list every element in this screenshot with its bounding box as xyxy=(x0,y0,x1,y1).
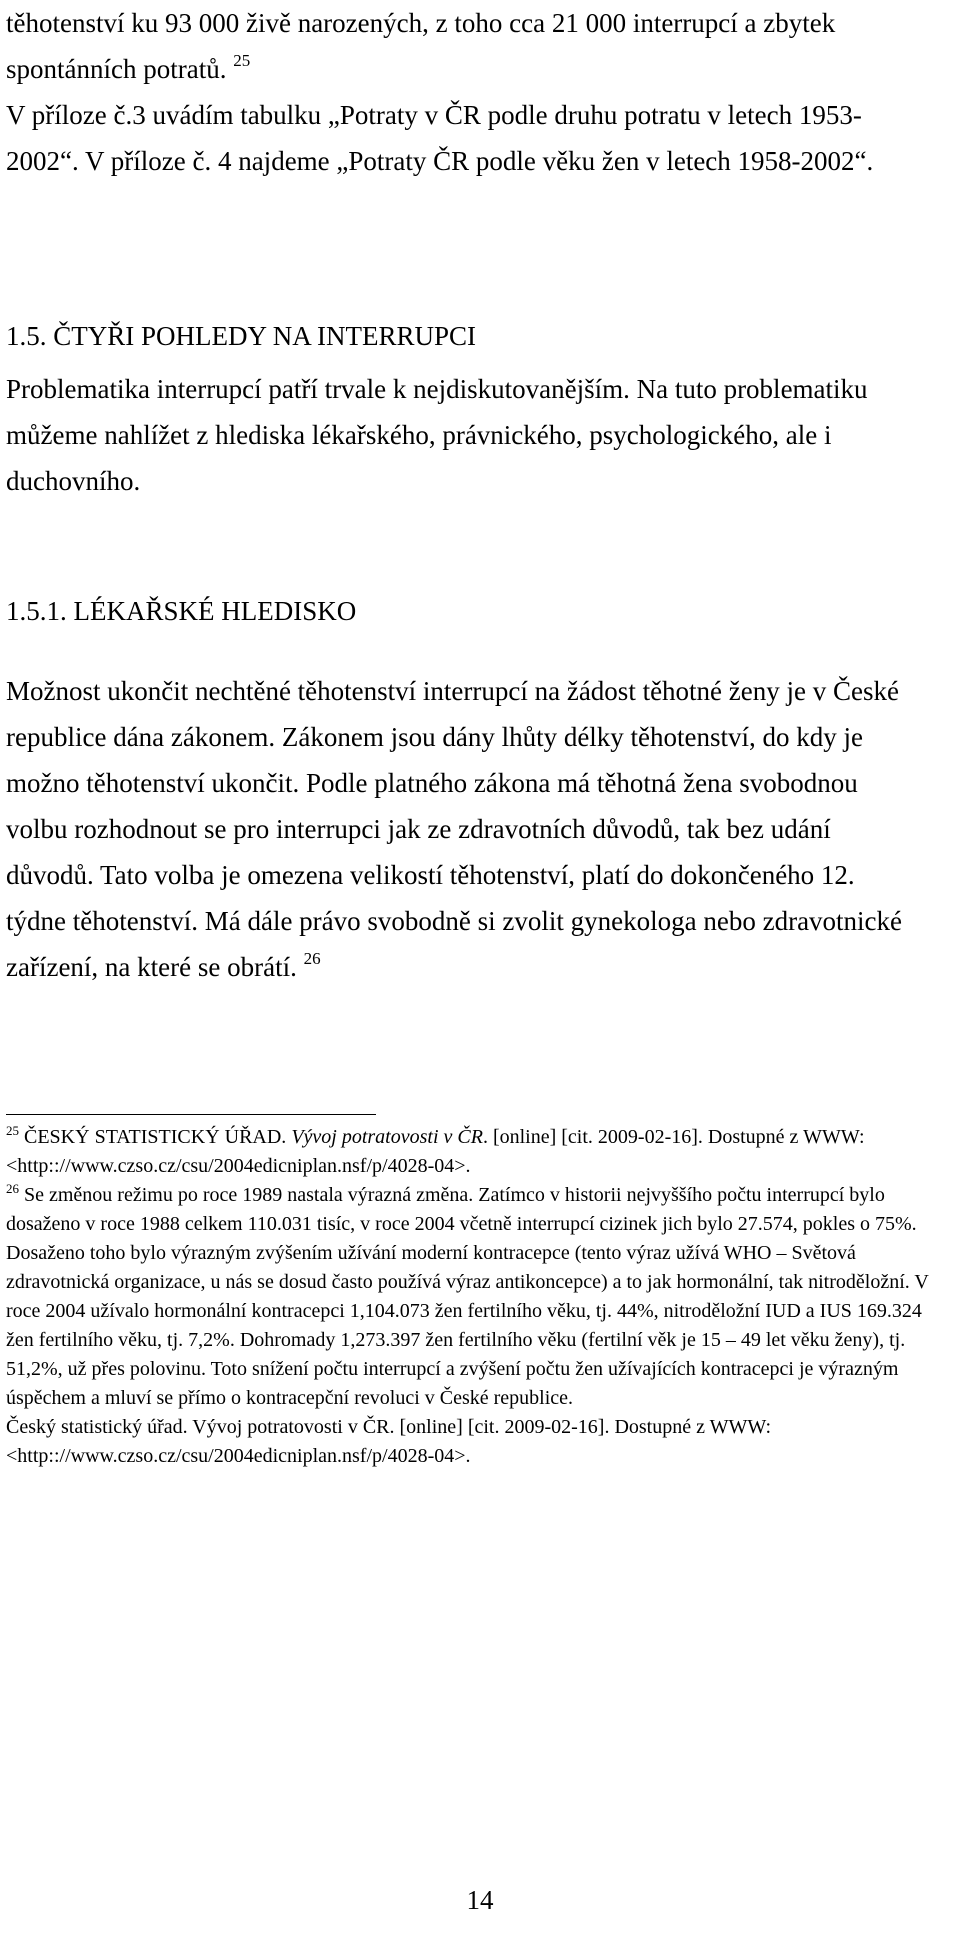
footnote-26-number: 26 xyxy=(6,1181,19,1196)
footnote-ref-25[interactable]: 25 xyxy=(233,51,251,70)
intro-text: těhotenství ku 93 000 živě narozených, z toho cca 21 000 interrupcí a zbytek spontánních potratů. xyxy=(6,8,836,84)
footnote-separator xyxy=(6,1114,376,1115)
footnote-25-pre: ČESKÝ STATISTICKÝ ÚŘAD. xyxy=(19,1126,292,1148)
subsection-heading: 1.5.1. LÉKAŘSKÉ HLEDISKO xyxy=(6,596,357,626)
footnote-26-source: Český statistický úřad. Vývoj potratovosti v ČR. [online] [cit. 2009-02-16]. Dostupné z WWW: <http:://www.czso.cz/csu/2004edicniplan.nsf/p/4028-04>. xyxy=(6,1416,772,1467)
section-heading: 1.5. ČTYŘI POHLEDY NA INTERRUPCI xyxy=(6,321,477,351)
footnote-26-text: Se změnou režimu po roce 1989 nastala výrazná změna. Zatímco v historii nejvyššího počtu interrupcí bylo dosaženo v roce 1988 celkem 110.031 tisíc, v roce 2004 včetně interrupcí cizinek jich bylo 27.574, pokles o 75%. Dosaženo toho bylo výrazným zvýšením užívání moderní kontracepce (tento výraz užívá WHO – Světová zdravotnická organizace, u nás se dosud často používá výraz antikoncepce) a to jak hormonální, tak nitroděložní. V roce 2004 užívalo hormonální kontracepci 1,104.073 žen fertilního věku, tj. 44%, nitroděložní IUD a IUS 169.324 žen fertilního věku, tj. 7,2%. Dohromady 1,273.397 žen fertilního věku (fertilní věk je 15 – 49 let věku ženy), tj. 51,2%, už přes polovinu. Toto snížení počtu interrupcí a zvýšení počtu žen užívajících kontracepci je výrazným úspěchem a mluví se přímo o kontracepční revoluci v České republice. xyxy=(6,1184,929,1409)
footnote-25-title: Vývoj potratovosti v ČR xyxy=(291,1126,483,1148)
section-paragraph: Problematika interrupcí patří trvale k nejdiskutovanějším. Na tuto problematiku můžeme nahlížet z hlediska lékařského, právnického, psychologického, ale i duchovního. xyxy=(6,374,868,496)
page-number: 14 xyxy=(466,1885,494,1915)
footnote-25-post: . [online] [cit. 2009-02-16]. Dostupné z WWW: <http:://www.czso.cz/csu/2004edicniplan.nsf/p/4028-04>. xyxy=(6,1126,865,1177)
footnote-25 xyxy=(6,1123,936,1181)
footnote-26 xyxy=(6,1181,936,1413)
subsection-text: Možnost ukončit nechtěné těhotenství interrupcí na žádost těhotné ženy je v České republice dána zákonem. Zákonem jsou dány lhůty délky těhotenství, do kdy je možno těhotenství ukončit. Podle platného zákona má těhotná žena svobodnou volbu rozhodnout se pro interrupci jak ze zdravotních důvodů, tak bez udání důvodů. Tato volba je omezena velikostí těhotenství, platí do dokončeného 12. týdne těhotenství. Má dále právo svobodně si zvolit gynekologa nebo zdravotnické zařízení, na které se obrátí. xyxy=(6,676,903,982)
footnote-ref-26[interactable]: 26 xyxy=(303,949,321,968)
intro-paragraph xyxy=(6,0,906,184)
footnote-25-number: 25 xyxy=(6,1123,19,1138)
annex-text: V příloze č.3 uvádím tabulku „Potraty v ČR podle druhu potratu v letech 1953-2002“. V příloze č. 4 najdeme „Potraty ČR podle věku žen v letech 1958-2002“. xyxy=(6,100,874,176)
subsection-paragraph xyxy=(6,668,906,990)
footnotes xyxy=(6,1123,936,1471)
